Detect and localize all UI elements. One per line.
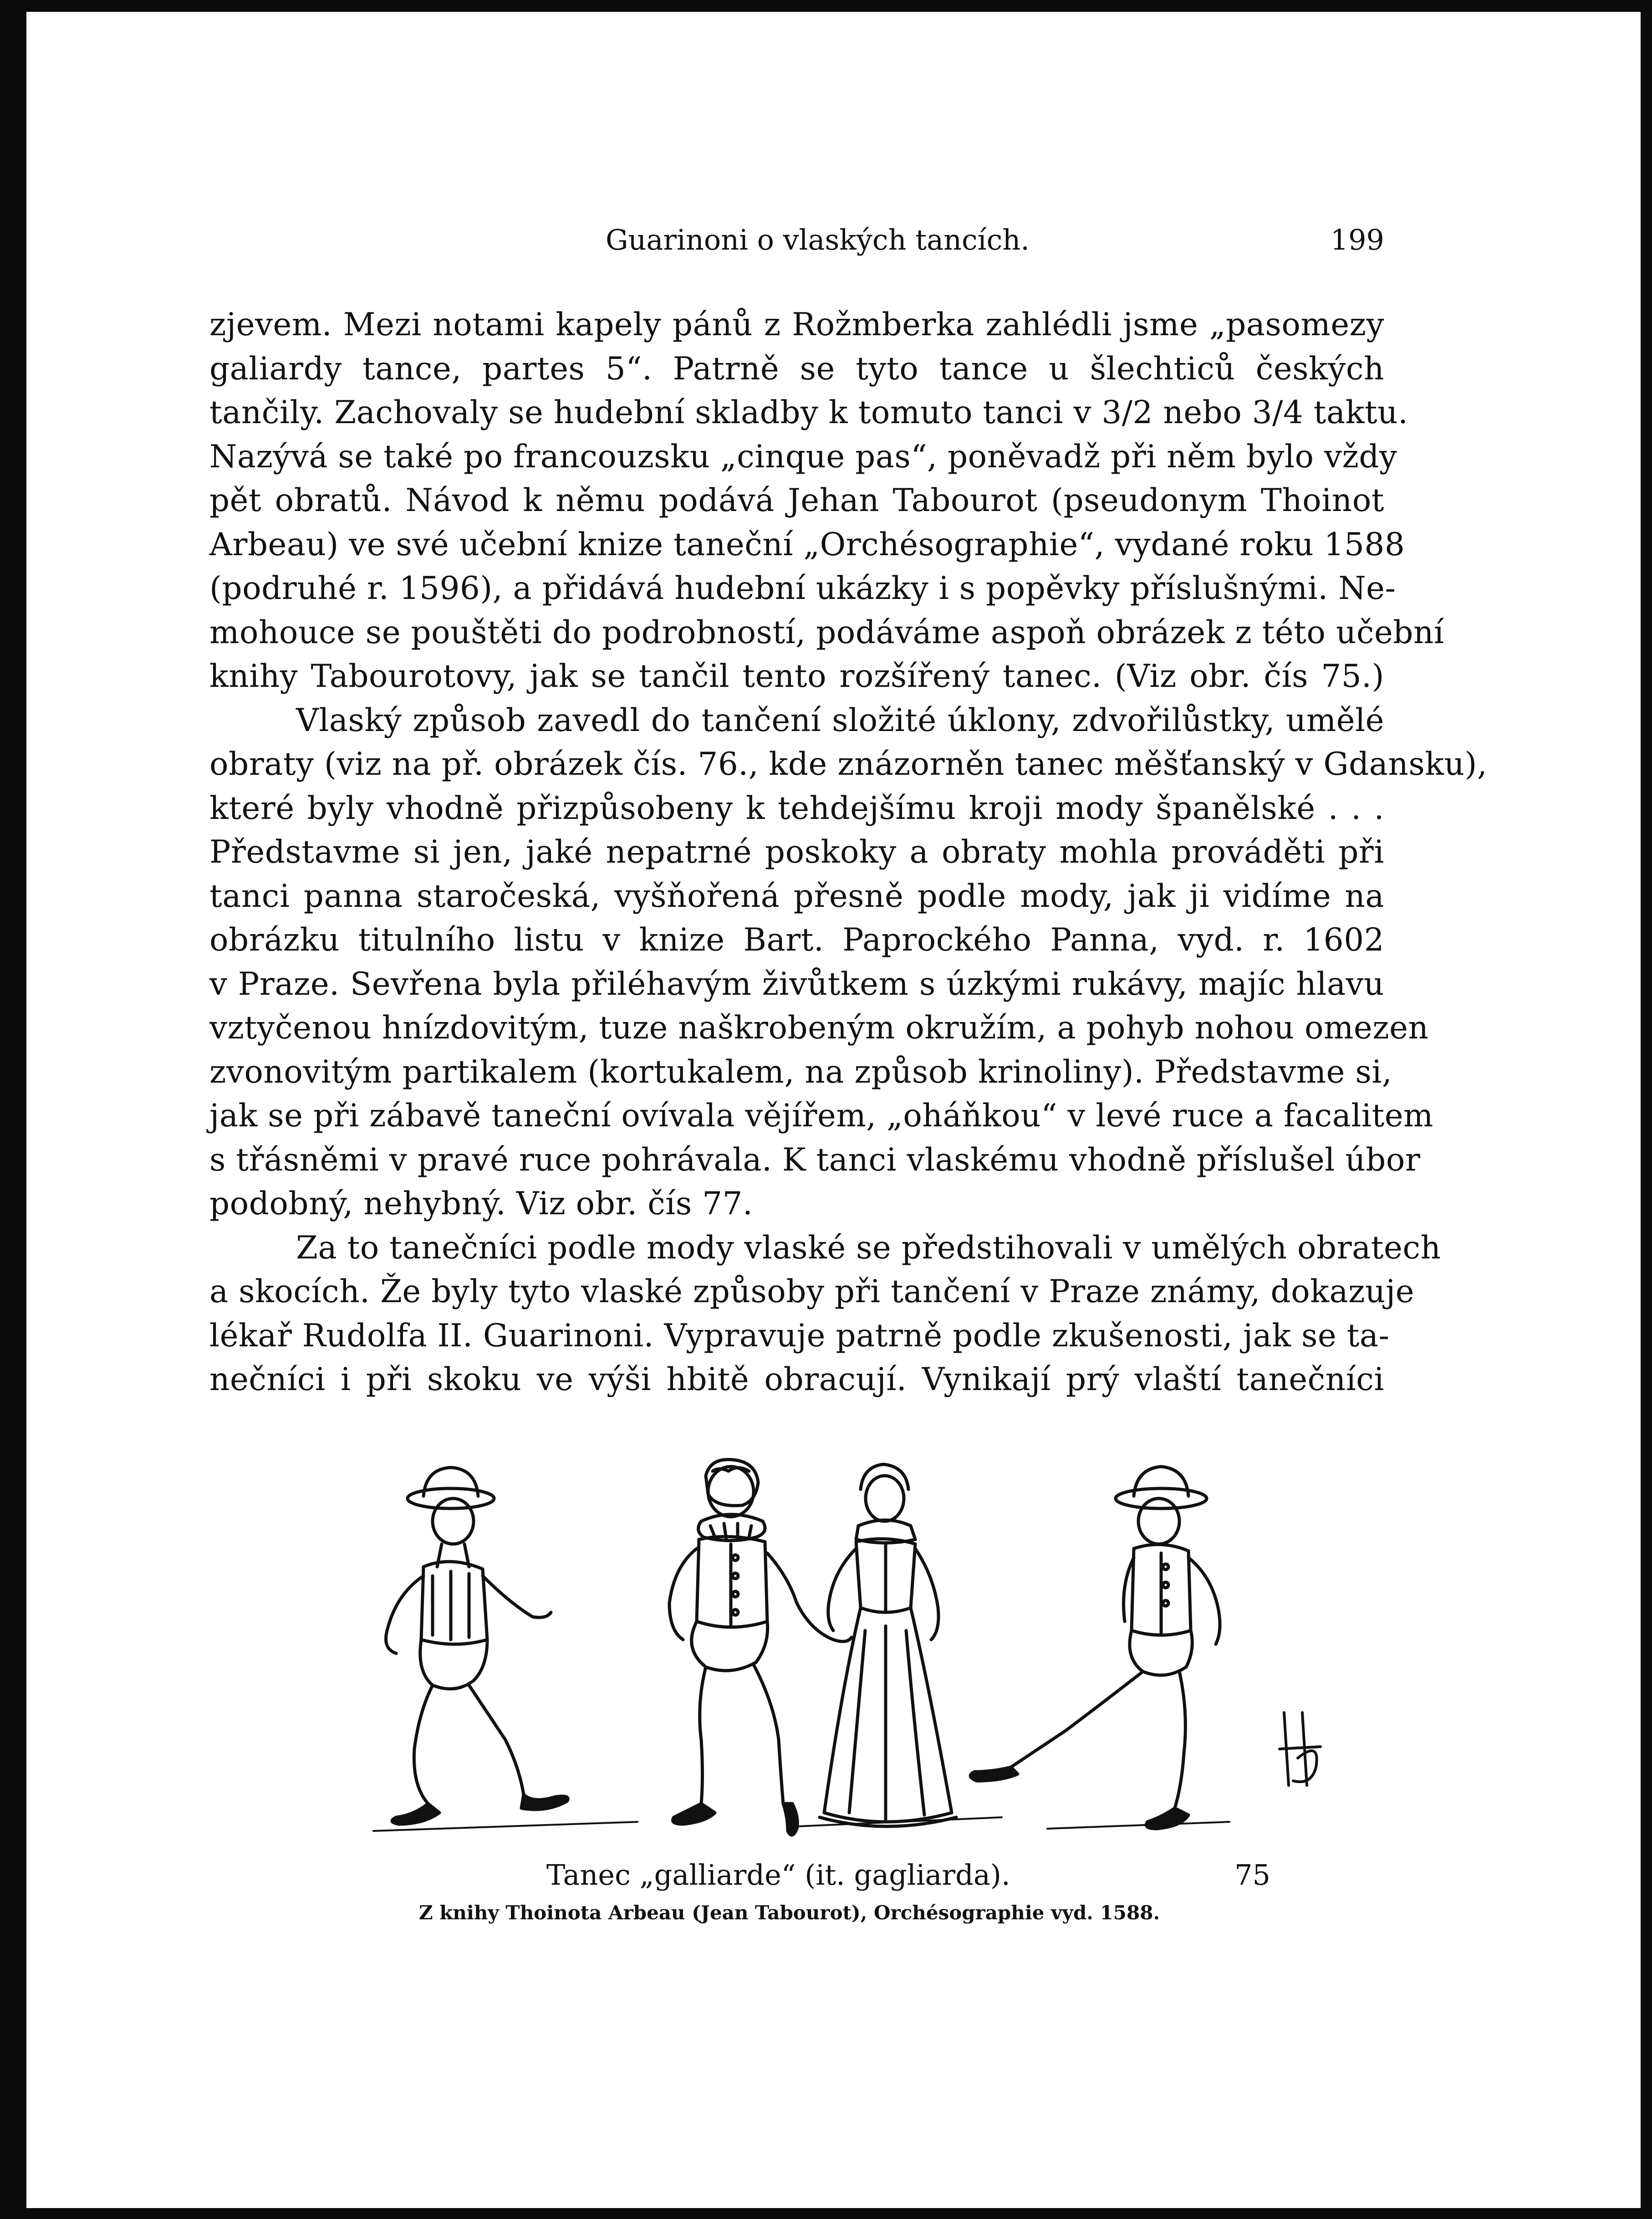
running-header bbox=[546, 219, 1384, 269]
scan-border-left bbox=[0, 0, 26, 2219]
scan-border-top bbox=[0, 0, 1652, 12]
text-line: jak se při zábavě taneční ovívala vějířem, „oháňkou“ v levé ruce a facalitem bbox=[209, 1098, 1433, 1134]
galliarde-dancers-drawing bbox=[319, 1457, 1325, 1867]
text-line: pět obratů. Návod k němu podává Jehan Tabourot (pseudonym Thoinot bbox=[209, 482, 1384, 519]
text-line: zjevem. Mezi notami kapely pánů z Rožmberka zahlédli jsme „pasomezy bbox=[209, 307, 1384, 343]
text-line: a skocích. Že byly tyto vlaské způsoby při tančení v Praze známy, dokazuje bbox=[209, 1273, 1415, 1310]
text-line: (podruhé r. 1596), a přidává hudební ukázky i s popěvky příslušnými. Ne- bbox=[209, 570, 1396, 607]
page-number: 199 bbox=[1330, 223, 1384, 256]
text-line: nečníci i při skoku ve výši hbitě obracují. Vynikají prý vlaští tanečníci bbox=[209, 1361, 1384, 1398]
text-line: zvonovitým partikalem (kortukalem, na způsob krinoliny). Představme si, bbox=[209, 1053, 1392, 1090]
body-text bbox=[209, 303, 1488, 1402]
text-line: Za to tanečníci podle mody vlaské se předstihovali v umělých obratech bbox=[296, 1229, 1441, 1266]
text-line: obrázku titulního listu v knize Bart. Paprockého Panna, vyd. r. 1602 bbox=[209, 922, 1384, 958]
text-line: tančily. Zachovaly se hudební skladby k tomuto tanci v 3/2 nebo 3/4 taktu. bbox=[209, 394, 1408, 431]
text-line: obraty (viz na př. obrázek čís. 76., kde znázorněn tanec měšťanský v Gdansku), bbox=[209, 746, 1488, 782]
text-line: knihy Tabourotovy, jak se tančil tento rozšířený tanec. (Viz obr. čís 75.) bbox=[209, 658, 1384, 695]
text-line: vztyčenou hnízdovitým, tuze naškrobeným okružím, a pohyb nohou omezen bbox=[209, 1010, 1429, 1046]
caption-title: Tanec „galliarde“ (it. gagliarda). bbox=[546, 1858, 1010, 1892]
text-line: které byly vhodně přizpůsobeny k tehdejšímu kroji mody španělské . . . bbox=[209, 790, 1384, 827]
text-line: Arbeau) ve své učební knize taneční „Orchésographie“, vydané roku 1588 bbox=[209, 526, 1405, 563]
figure-source: Z knihy Thoinota Arbeau (Jean Tabourot), Orchésographie vyd. 1588. bbox=[419, 1902, 1160, 1924]
text-line: podobný, nehybný. Viz obr. čís 77. bbox=[209, 1186, 753, 1222]
figure-caption bbox=[546, 1858, 1270, 1895]
scan-border-bottom bbox=[0, 2208, 1652, 2219]
text-line: s třásněmi v pravé ruce pohrávala. K tanci vlaskému vhodně příslušel úbor bbox=[209, 1141, 1421, 1178]
text-line: mohouce se pouštěti do podrobností, podáváme aspoň obrázek z této učební bbox=[209, 614, 1444, 651]
ground-lines bbox=[373, 1817, 1229, 1831]
figure-number: 75 bbox=[1234, 1858, 1270, 1892]
dancer-right-figure bbox=[970, 1467, 1220, 1829]
header-title: Guarinoni o vlaských tancích. bbox=[606, 223, 1030, 256]
dancer-man-ruff-figure bbox=[669, 1459, 851, 1835]
text-line: Nazývá se také po francouzsku „cinque pas“, poněvadž při něm bylo vždy bbox=[209, 438, 1397, 475]
dance-illustration bbox=[319, 1457, 1325, 1867]
text-line: lékař Rudolfa II. Guarinoni. Vypravuje patrně podle zkušenosti, jak se ta- bbox=[209, 1317, 1390, 1354]
text-line: v Praze. Sevřena byla přiléhavým živůtkem s úzkými rukávy, majíc hlavu bbox=[209, 966, 1384, 1002]
text-line: galiardy tance, partes 5“. Patrně se tyto tance u šlechticů českých bbox=[209, 350, 1384, 387]
text-line: Vlaský způsob zavedl do tančení složité úklony, zdvořilůstky, umělé bbox=[296, 702, 1384, 739]
text-line: Představme si jen, jaké nepatrné poskoky a obraty mohla prováděti při bbox=[209, 834, 1384, 870]
scan-border-right bbox=[1641, 0, 1652, 2219]
dancer-lady-figure bbox=[820, 1464, 956, 1826]
text-line: tanci panna staročeská, vyšňořená přesně podle mody, jak ji vidíme na bbox=[209, 878, 1384, 915]
dancer-left-figure bbox=[386, 1467, 568, 1824]
artist-monogram bbox=[1280, 1713, 1321, 1785]
